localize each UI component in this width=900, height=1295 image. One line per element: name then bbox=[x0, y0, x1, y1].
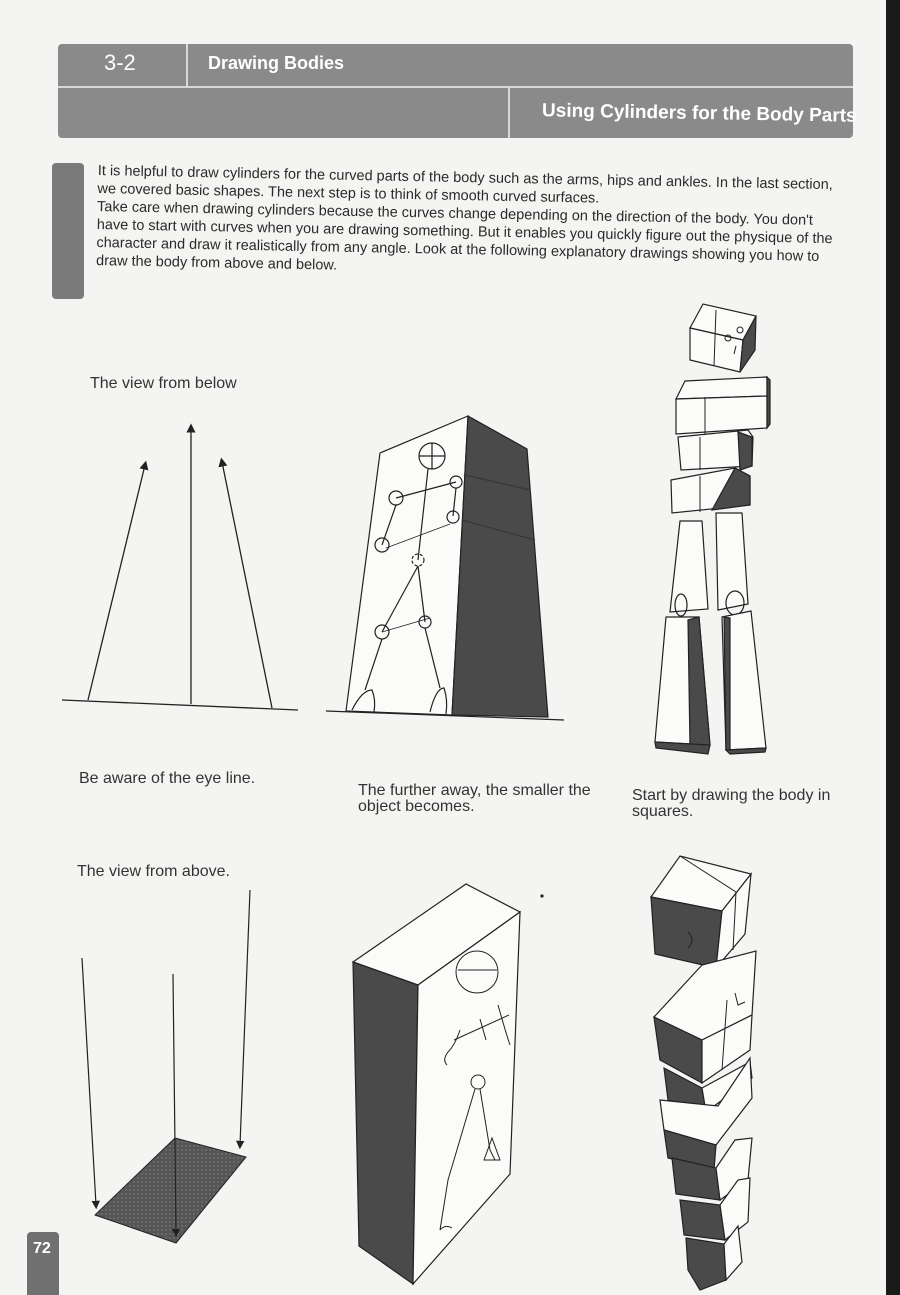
chapter-number: 3-2 bbox=[104, 50, 136, 75]
view-from-above-label: The view from above. bbox=[77, 863, 230, 880]
caption-eye-line: Be aware of the eye line. bbox=[79, 770, 256, 787]
blocky-figure-from-above bbox=[651, 856, 756, 1290]
page-number: 72 bbox=[33, 1240, 51, 1257]
page-edge bbox=[886, 0, 900, 1295]
arrow-line bbox=[222, 462, 272, 708]
arrow-line bbox=[88, 465, 145, 700]
box-figure-from-below bbox=[326, 416, 564, 720]
caption-further-away: The further away, the smaller the object becomes. bbox=[358, 782, 591, 815]
eye-line bbox=[62, 700, 298, 710]
eye-line-diagram bbox=[62, 428, 298, 710]
blocky-figure-standing bbox=[655, 304, 770, 754]
view-from-below-label: The view from below bbox=[90, 375, 237, 392]
intro-paragraph: Take care when drawing cylinders because the curves change depending on the direction of the body. You don't have to start with curves when you are drawing something. But it enables you quickly figure out the physique of the character and draw it realistically from any angle. Look at the following explanatory drawings showing you how to draw the body from above and below. bbox=[95, 198, 833, 274]
view-from-above-diagram bbox=[82, 890, 250, 1243]
caption-squares: Start by drawing the body in squares. bbox=[632, 787, 831, 820]
box-figure-from-above bbox=[353, 884, 544, 1284]
section-title: Using Cylinders for the Body Parts bbox=[541, 100, 857, 127]
chapter-title: Drawing Bodies bbox=[208, 53, 345, 73]
intro-paragraph: It is helpful to draw cylinders for the curved parts of the body such as the arms, hips and ankles. In the last section, we covered basic shapes. The next step is to think of smooth curved surfaces. bbox=[97, 162, 833, 207]
